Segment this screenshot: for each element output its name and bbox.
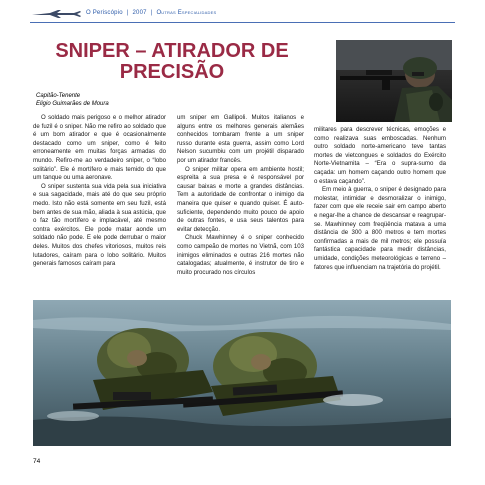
camouflaged-snipers-art <box>33 300 451 446</box>
camouflaged-snipers-photo <box>33 300 451 446</box>
paragraph: Em meio à guerra, o sniper é designado para molestar, intimidar e desmoralizar o inimigo, fazer com que ele receie sair em campo aberto e negar-lhe a chance de descansar e reagrupar-se. Mawhinney com freqüência matava a uma distância de 300 a 800 metros e tem mortes confirmadas a mais de mil metros; ele possuía fantástica capacidade para medir distâncias, umidade, condições meteorológicas e terreno – fatores que influenciam na trajetória do projétil. <box>314 186 446 271</box>
text-column-2 <box>177 114 304 277</box>
header-rule <box>30 22 455 23</box>
paragraph: Chuck Mawhinney é o sniper conhecido como campeão de mortes no Vietnã, com 103 inimigos eliminados e outras 216 mortes não catalogadas; atualmente, é instrutor de tiro e muito procurado nos círculos <box>177 234 304 276</box>
author-block <box>36 93 109 108</box>
paragraph: O sniper militar opera em ambiente hostil; espreita a sua presa e é responsável por causar baixas e morte a grandes distâncias. Tem a autoridade de confrontar o inimigo da maneira que quiser e quando quiser. É auto-suficiente, dependendo muito pouco de apoio de outras fontes, e usa seus talentos para evitar detecção. <box>177 165 304 233</box>
jet-logo-icon <box>30 8 82 20</box>
header-year: 2007 <box>132 10 147 16</box>
paragraph: militares para descrever técnicas, emoções e como realizava suas emboscadas. Nenhum outro soldado norte-americano teve tantas mortes de vietcongues e soldados do Exército Norte-Vietnamita – “Era o supra-sumo da caçada: um homem caçando outro homem que o estava caçando”. <box>314 126 446 185</box>
paragraph: um sniper em Gallipoli. Muitos italianos e alguns entre os melhores generais alemães conhecidos tombaram frente a um sniper russo durante esta guerra, assim como Lord Nelson sucumbiu com um projétil disparado por um atirador francês. <box>177 114 304 164</box>
text-column-1 <box>33 114 166 269</box>
header-section: Outras Especialidades <box>156 10 217 16</box>
sniper-photo-art <box>336 40 452 122</box>
author-rank: Capitão-Tenente <box>36 93 81 99</box>
author-name: Eligio Guimarães de Moura <box>36 100 109 107</box>
paragraph: O soldado mais perigoso e o melhor atirador de fuzil é o sniper. Não me refiro ao soldado que é um bom atirador e que é ocasionalmente destacado como um sniper, como é feito erroneamente em muitas forças armadas do mundo. Refiro-me ao verdadeiro sniper, o “lobo solitário”. Ele é mortífero e mais temido do que um tanque ou uma aeronave. <box>33 114 166 182</box>
sniper-photo <box>336 40 452 122</box>
text-column-3 <box>314 126 446 272</box>
page-number: 74 <box>33 458 41 465</box>
title-line-2: PRECISÃO <box>119 61 225 83</box>
paragraph: O sniper sustenta sua vida pela sua iniciativa e sua sagacidade, mais até do que seu próprio medo. Isto não está somente em seu fuzil, está bem antes de sua mão, aliada à sua astúcia, que o faz tão mortífero e implacável, até mesmo contra exércitos. Ele pode matar aonde um soldado não pode. E ele pode derrubar o maior deles. Muitos dos chefes vitoriosos, muitos reis lutadores, caíram para o lobo solitário. Muitos generais famosos caíram para <box>33 182 166 268</box>
running-header <box>30 8 470 22</box>
header-magazine: O Periscópio <box>86 10 123 16</box>
header-text: O Periscópio | 2007 | Outras Especialidades <box>86 10 217 16</box>
article-title <box>32 41 312 83</box>
title-line-1: SNIPER – ATIRADOR DE <box>55 40 289 62</box>
